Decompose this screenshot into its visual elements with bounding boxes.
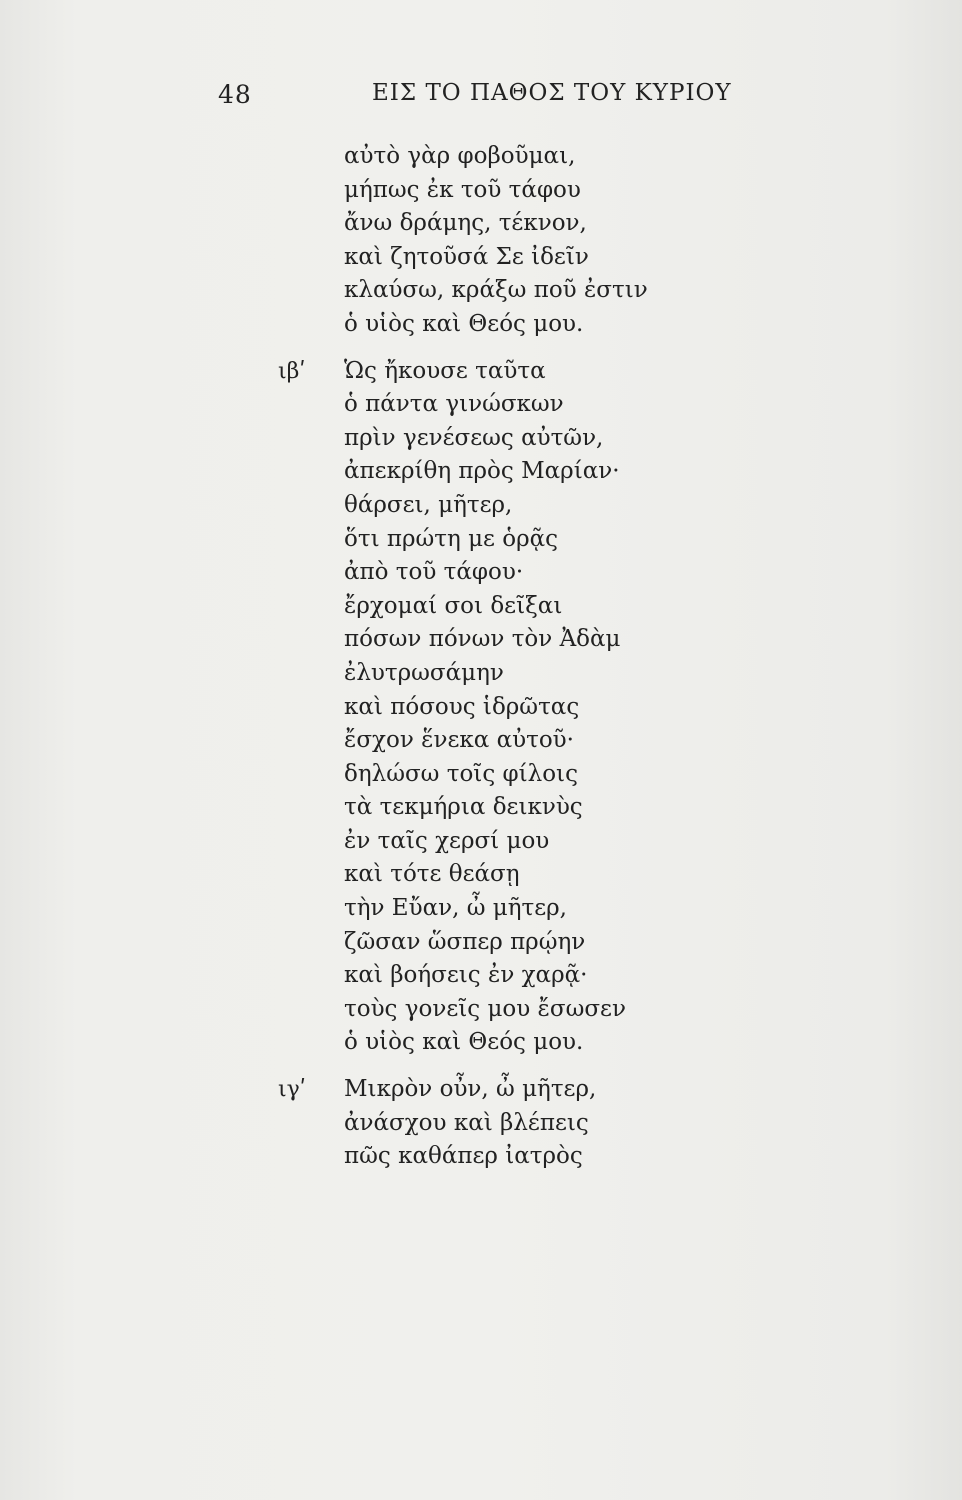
verse-line-text: αὐτὸ γὰρ φοβοῦμαι,: [344, 143, 576, 169]
verse-line: [344, 926, 904, 960]
verse-line: [344, 174, 904, 208]
verse-line: [344, 758, 904, 792]
stanza-number: ιγʹ: [278, 1077, 306, 1103]
verse-line-text: ἔρχομαί σοι δεῖξαι: [344, 592, 563, 619]
stanza-gap: [344, 342, 904, 355]
verse-line-text: Μικρὸν οὖν, ὦ μῆτερ,: [344, 1076, 597, 1103]
verse-line-text: ἄνω δράμης, τέκνον,: [344, 210, 587, 237]
verse-line: [344, 1026, 904, 1060]
verse-line-text: θάρσει, μῆτερ,: [344, 491, 513, 518]
verse-line-text: ἀπὸ τοῦ τάφου·: [344, 559, 524, 586]
stanza: [278, 1073, 904, 1174]
verse-line: [344, 691, 904, 725]
verse-line: [344, 140, 904, 174]
stanza: [344, 140, 904, 342]
stanza-gap: [344, 1060, 904, 1073]
verse-line: [344, 590, 904, 624]
verse-line-text: ὅτι πρώτη με ὁρᾷς: [344, 525, 559, 552]
verse-line-text: καὶ πόσους ἱδρῶτας: [344, 693, 580, 720]
verse-line-text: ὁ υἱὸς καὶ Θεός μου.: [344, 1029, 584, 1056]
verse-line-text: Ὡς ἤκουσε ταῦτα: [344, 357, 546, 384]
verse-line-text: ἔσχον ἕνεκα αὐτοῦ·: [344, 727, 574, 754]
stanza: [278, 355, 904, 1060]
verse-line: [344, 858, 904, 892]
verse-line-text: δηλώσω τοῖς φίλοις: [344, 760, 578, 787]
stanza-number: ιβʹ: [278, 358, 306, 384]
verse-line-text: ἀπεκρίθη πρὸς Μαρίαν·: [344, 458, 620, 485]
verse-line: [344, 892, 904, 926]
verse-line: [344, 724, 904, 758]
verse-line-text: ἀνάσχου καὶ βλέπεις: [344, 1109, 589, 1136]
verse-line: [344, 959, 904, 993]
verse-line-text: καὶ βοήσεις ἐν χαρᾷ·: [344, 962, 588, 989]
verse-line: [278, 1073, 904, 1107]
verse-line-text: καὶ ζητοῦσά Σε ἰδεῖν: [344, 243, 589, 270]
verse-line-text: πρὶν γενέσεως αὐτῶν,: [344, 424, 604, 451]
verse-line: [344, 308, 904, 342]
verse-line: [344, 422, 904, 456]
verse-line: [344, 657, 904, 691]
verse-line: [344, 556, 904, 590]
verse-line: [344, 1107, 904, 1141]
verse-line-text: τὰ τεκμήρια δεικνὺς: [344, 794, 583, 821]
verse-line-text: ὁ υἱὸς καὶ Θεός μου.: [344, 310, 584, 337]
verse-line-text: ἐν ταῖς χερσί μου: [344, 827, 550, 854]
verse-line-text: ὁ πάντα γινώσκων: [344, 391, 564, 418]
verse-line: [344, 623, 904, 657]
verse-line: [344, 523, 904, 557]
verse-line: [344, 241, 904, 275]
verse-line-text: τὴν Εὔαν, ὦ μῆτερ,: [344, 895, 567, 922]
verse-line: [344, 791, 904, 825]
verse-line-text: τοὺς γονεῖς μου ἔσωσεν: [344, 995, 626, 1022]
verse-line: [344, 1140, 904, 1174]
verse-line-text: πῶς καθάπερ ἰατρὸς: [344, 1143, 583, 1170]
page-header: [0, 80, 962, 120]
verse-line-text: πόσων πόνων τὸν Ἀδὰμ: [344, 626, 621, 653]
verse-line-text: μήπως ἐκ τοῦ τάφου: [344, 176, 581, 203]
hymn-text: [278, 140, 904, 1174]
verse-line-text: ζῶσαν ὥσπερ πρῴην: [344, 928, 586, 955]
verse-line-text: ἐλυτρωσάμην: [344, 659, 504, 686]
verse-line: [344, 489, 904, 523]
verse-line-text: καὶ τότε θεάσῃ: [344, 861, 520, 888]
verse-line: [344, 274, 904, 308]
verse-line: [344, 388, 904, 422]
verse-line: [344, 455, 904, 489]
verse-line: [344, 207, 904, 241]
verse-line: [344, 825, 904, 859]
running-title: ΕΙΣ ΤΟ ΠΑΘΟΣ ΤΟΥ ΚΥΡΙΟΥ: [372, 80, 732, 106]
verse-line: [344, 993, 904, 1027]
verse-line-text: κλαύσω, κράξω ποῦ ἐστιν: [344, 277, 648, 304]
page-number: 48: [218, 80, 252, 109]
verse-line: [278, 355, 904, 389]
